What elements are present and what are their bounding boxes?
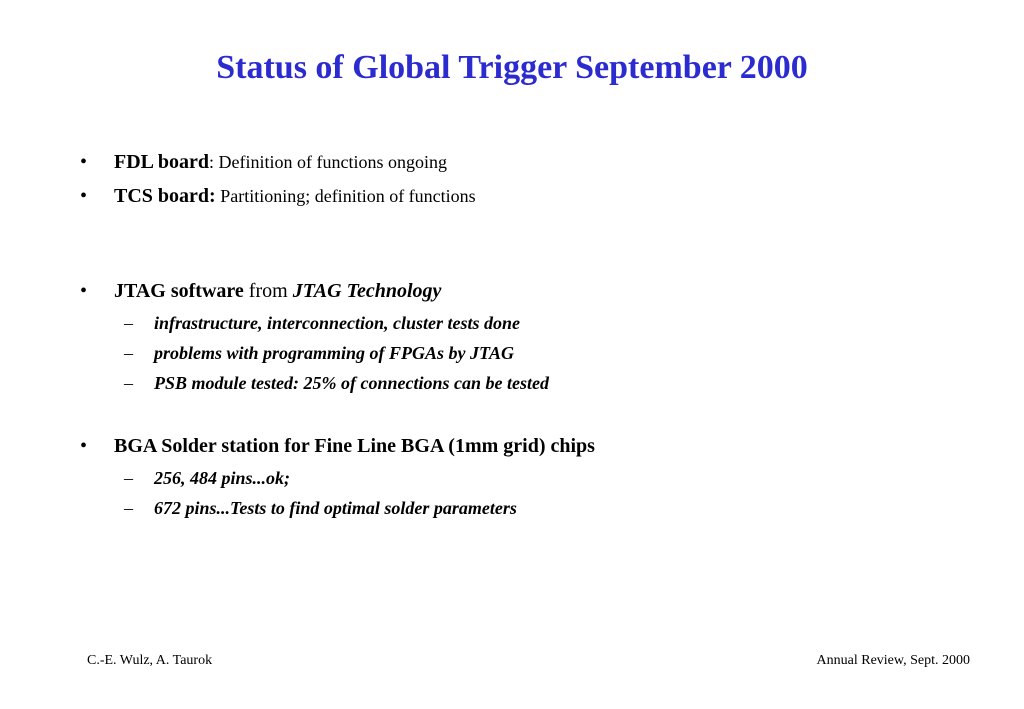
sub-marker: – [124, 468, 133, 488]
sub-marker: – [124, 498, 133, 518]
bullet-tcs-board [80, 184, 476, 208]
bullet-fdl-board [80, 150, 447, 174]
sub-item-jtag-2 [124, 342, 514, 364]
bullet-text: Partitioning; definition of functions [215, 186, 476, 206]
sub-marker: – [124, 373, 133, 393]
sub-text: PSB module tested: 25% of connections can be tested [154, 373, 549, 393]
sub-text: infrastructure, interconnection, cluster tests done [154, 313, 521, 333]
sub-text: problems with programming of FPGAs by JTAG [154, 343, 515, 363]
bullet-jtag-software [80, 279, 441, 303]
bullet-marker: • [80, 280, 88, 302]
footer-event: Annual Review, Sept. 2000 [816, 653, 970, 668]
bullet-text: from [243, 280, 293, 302]
sub-marker: – [124, 343, 133, 363]
sub-marker: – [124, 313, 133, 333]
slide-title: Status of Global Trigger September 2000 [216, 49, 808, 86]
sub-text: 256, 484 pins...ok; [154, 468, 291, 488]
bullet-text: : Definition of functions ongoing [209, 152, 448, 172]
bullet-italic-text: JTAG Technology [292, 280, 442, 302]
bullet-lead: JTAG software [114, 280, 244, 302]
sub-item-bga-2 [124, 497, 517, 519]
sub-item-bga-1 [124, 467, 290, 489]
sub-text: 672 pins...Tests to find optimal solder parameters [154, 498, 517, 518]
bullet-marker: • [80, 435, 88, 457]
bullet-lead: BGA Solder station for Fine Line BGA (1mm grid) chips [114, 435, 595, 457]
sub-item-jtag-3 [124, 372, 549, 394]
sub-item-jtag-1 [124, 312, 520, 334]
bullet-marker: • [80, 151, 88, 173]
bullet-bga-solder-station [80, 434, 595, 458]
footer-authors: C.-E. Wulz, A. Taurok [87, 653, 213, 668]
bullet-lead: FDL board [114, 151, 210, 173]
bullet-marker: • [80, 185, 88, 207]
bullet-lead: TCS board: [114, 185, 216, 207]
